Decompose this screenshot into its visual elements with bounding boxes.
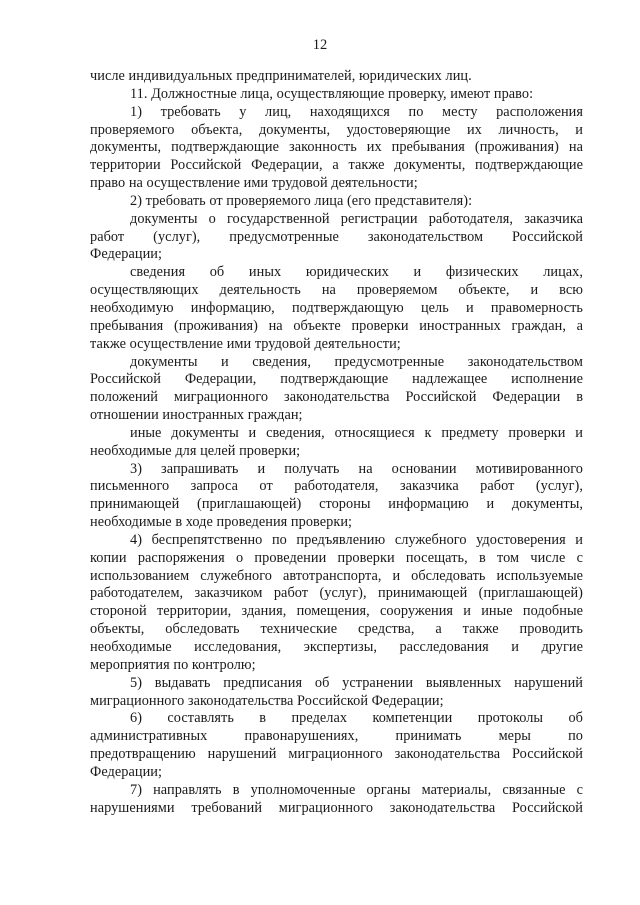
text-line: необходимые исследования, экспертизы, расследования и другие <box>90 639 583 655</box>
text-line: предотвращению нарушений миграционного законодательства Российской <box>90 746 583 763</box>
text-line: 6) составлять в пределах компетенции протоколы об <box>130 710 583 727</box>
text-line: положений миграционного законодательства Российской Федерации в <box>90 389 583 406</box>
text-line: 3) запрашивать и получать на основании мотивированного <box>130 460 583 477</box>
text-line: принимающей (приглашающей) стороны информацию и документы, <box>90 496 583 513</box>
text-line: 11. Должностные лица, осуществляющие проверку, имеют право: <box>130 85 534 102</box>
document-body <box>90 68 583 817</box>
text-line: Федерации; <box>90 246 162 263</box>
text-line: право на осуществление ими трудовой деятельности; <box>90 175 418 192</box>
text-line: 7) направлять в уполномоченные органы материалы, связанные с <box>130 781 583 798</box>
text-line: документы и сведения, предусмотренные законодательством <box>130 353 583 370</box>
text-line: осуществляющих деятельность на проверяемом объекте, и всю <box>90 282 583 299</box>
text-line: мероприятия по контролю; <box>90 656 256 673</box>
text-line: числе индивидуальных предпринимателей, юридических лиц. <box>90 68 472 84</box>
text-line: документы, подтверждающие законность их пребывания (проживания) на <box>90 139 583 156</box>
text-line: нарушениями требований миграционного законодательства Российской <box>90 799 583 816</box>
text-line: работ (услуг), предусмотренные законодательством Российской <box>90 228 583 245</box>
text-line: Российской Федерации, подтверждающие надлежащее исполнение <box>90 371 583 388</box>
text-line: 1) требовать у лиц, находящихся по месту расположения <box>130 103 583 120</box>
text-line: объекты, обследовать технические средства, а также проводить <box>90 621 583 638</box>
text-line: Федерации; <box>90 763 162 780</box>
text-line: копии распоряжения о проведении проверки посещать, в том числе с <box>90 549 583 566</box>
text-line: документы о государственной регистрации работодателя, заказчика <box>130 210 583 227</box>
text-line: письменного запроса от работодателя, заказчика работ (услуг), <box>90 478 583 495</box>
text-line: 5) выдавать предписания об устранении выявленных нарушений <box>130 674 583 691</box>
text-line: необходимые в ходе проведения проверки; <box>90 514 353 531</box>
text-line: также осуществление ими трудовой деятельности; <box>90 335 401 352</box>
text-line: использованием служебного автотранспорта, и обследовать используемые <box>90 567 583 584</box>
text-line: пребывания (проживания) на объекте проверки иностранных граждан, а <box>90 317 583 334</box>
text-line: сведения об иных юридических и физических лицах, <box>130 264 583 281</box>
text-line: иные документы и сведения, относящиеся к предмету проверки и <box>130 424 583 441</box>
text-line: отношении иностранных граждан; <box>90 407 303 424</box>
text-line: территории Российской Федерации, а также документы, подтверждающие <box>90 157 583 174</box>
text-line: административных правонарушениях, принимать меры по <box>90 728 583 745</box>
text-line: работодателем, заказчиком работ (услуг), принимающей (приглашающей) <box>90 585 583 602</box>
page-number: 12 <box>312 37 328 53</box>
text-line: миграционного законодательства Российской Федерации; <box>90 692 444 709</box>
text-line: необходимые для целей проверки; <box>90 442 301 459</box>
text-line: необходимую информацию, подтверждающую цель и правомерность <box>90 299 583 316</box>
text-line: 4) беспрепятственно по предъявлению служебного удостоверения и <box>130 531 583 548</box>
text-line: 2) требовать от проверяемого лица (его представителя): <box>130 192 473 209</box>
text-line: стороной территории, здания, помещения, сооружения и иные подобные <box>90 603 583 620</box>
text-line: проверяемого объекта, документы, удостоверяющие их личность, и <box>90 121 583 138</box>
